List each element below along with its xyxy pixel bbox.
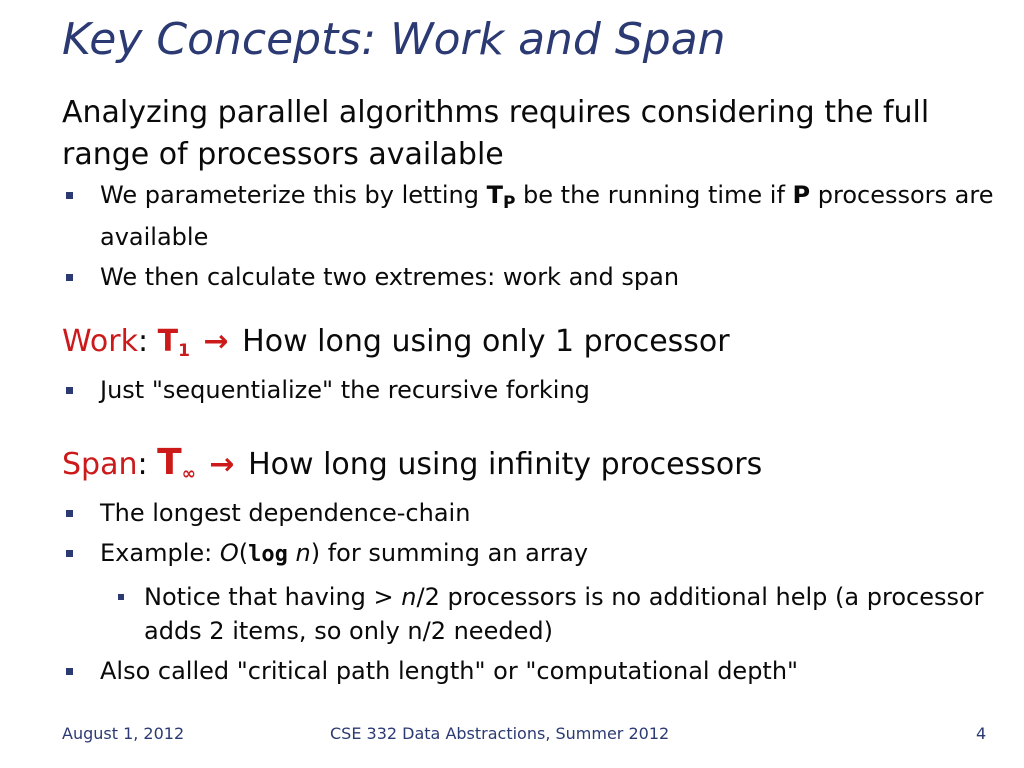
slide-body: [62, 92, 1002, 694]
n-variable: n: [295, 539, 311, 567]
log-code: log: [248, 542, 288, 567]
work-bullet-1: Just "sequentialize" the recursive forking: [62, 373, 1002, 407]
span-bullet-list: [62, 496, 1002, 688]
t-symbol: $T_P$: [486, 181, 516, 213]
intro-bullet-2: We then calculate two extremes: work and span: [62, 260, 1002, 294]
span-bullet-2: Example: O(log n) for summing an array Notice that having > n/2 processors is no additional help (a processor adds 2 items, so only n/2 needed): [62, 536, 1002, 648]
span-description: How long using infinity processors: [248, 447, 763, 482]
footer-course: CSE 332 Data Abstractions, Summer 2012: [330, 724, 670, 743]
intro-bullet-1: [62, 178, 1002, 254]
span-sub-bullet-1: Notice that having > n/2 processors is no additional help (a processor adds 2 items, so only n/2 needed): [100, 580, 1002, 648]
span-bullet-3: Also called "critical path length" or "computational depth": [62, 654, 1002, 688]
arrow-icon: →: [203, 324, 229, 359]
work-description: How long using only 1 processor: [242, 324, 730, 359]
n-variable: n: [401, 583, 417, 611]
work-heading: Work: $T_1$ → How long using only 1 processor: [62, 324, 730, 361]
arrow-icon: →: [209, 447, 235, 482]
bullet-text: processors are available: [100, 181, 994, 251]
span-label: Span: [62, 447, 138, 482]
work-bullet-list: [62, 373, 1002, 407]
intro-bullet-list: [62, 178, 1002, 294]
footer-page-number: 4: [976, 724, 987, 743]
slide-title: Key Concepts: Work and Span: [62, 14, 726, 65]
work-label: Work: [62, 324, 138, 359]
lead-text: Analyzing parallel algorithms requires considering the full range of processors available: [62, 95, 930, 172]
big-o: O: [219, 539, 239, 567]
span-sub-bullet-list: [100, 580, 1002, 648]
span-symbol: $T_\infty$: [157, 442, 196, 484]
footer-date: August 1, 2012: [62, 724, 185, 743]
span-heading: Span: $T_\infty$ → How long using infinity processors: [62, 442, 763, 484]
bullet-text: We parameterize this by letting: [100, 181, 487, 209]
p-symbol: P: [792, 181, 811, 209]
work-symbol: $T_1$: [157, 324, 190, 361]
bullet-text: be the running time if: [515, 181, 793, 209]
span-bullet-1: The longest dependence-chain: [62, 496, 1002, 530]
